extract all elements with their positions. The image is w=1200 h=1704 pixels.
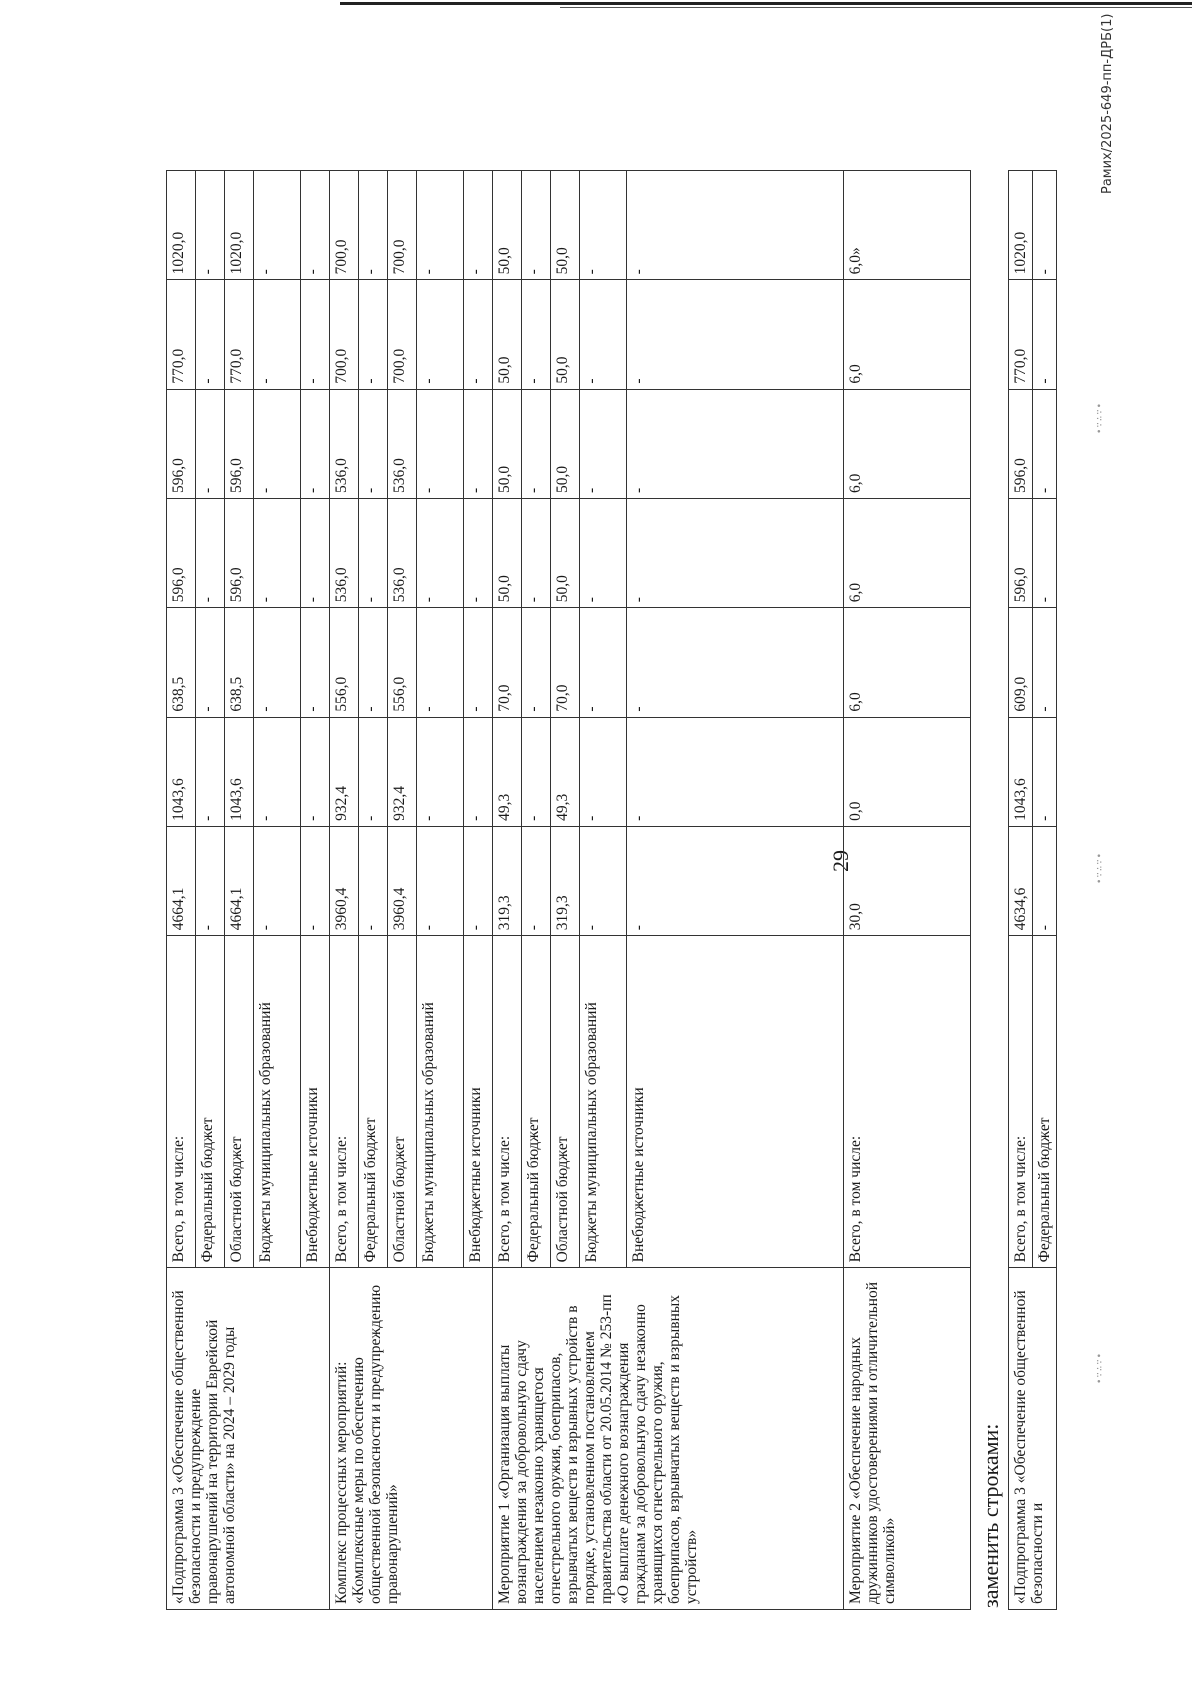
value-cell: -	[464, 280, 493, 389]
value-cell: 536,0	[330, 389, 359, 498]
value-cell: 319,3	[493, 826, 522, 935]
value-cell: 6,0	[844, 389, 971, 498]
value-cell: 596,0	[1009, 389, 1033, 498]
value-cell: -	[580, 498, 627, 607]
value-cell: -	[1033, 280, 1057, 389]
value-cell: 556,0	[388, 608, 417, 717]
table-row	[493, 171, 522, 1610]
value-cell: -	[627, 608, 844, 717]
value-cell: -	[580, 717, 627, 826]
value-cell: -	[1033, 826, 1057, 935]
value-cell: 932,4	[330, 717, 359, 826]
value-cell: 1020,0	[167, 171, 196, 280]
value-cell: -	[301, 280, 330, 389]
value-cell: 6,0»	[844, 171, 971, 280]
funding-source-cell: Бюджеты муниципальных образований	[417, 936, 464, 1268]
value-cell: -	[359, 498, 388, 607]
value-cell: -	[627, 717, 844, 826]
value-cell: 638,5	[225, 608, 254, 717]
replacement-table	[1008, 170, 1057, 1610]
value-cell: 50,0	[551, 389, 580, 498]
funding-source-cell: Внебюджетные источники	[301, 936, 330, 1268]
scan-mark-right: ∙∵∴∵∙	[1095, 401, 1105, 434]
value-cell: -	[417, 389, 464, 498]
value-cell: 700,0	[388, 280, 417, 389]
program-name-cell: Комплекс процессных мероприятий: «Комплексные меры по обеспечению общественной безопасности и предупреждению правонарушений»	[330, 1268, 493, 1610]
funding-source-cell: Федеральный бюджет	[1033, 936, 1057, 1268]
funding-source-cell: Федеральный бюджет	[196, 936, 225, 1268]
value-cell: -	[417, 280, 464, 389]
value-cell: -	[464, 608, 493, 717]
value-cell: -	[417, 717, 464, 826]
funding-source-cell: Внебюджетные источники	[627, 936, 844, 1268]
table-row	[167, 171, 196, 1610]
value-cell: 70,0	[551, 608, 580, 717]
value-cell: -	[417, 171, 464, 280]
value-cell: -	[196, 171, 225, 280]
value-cell: 319,3	[551, 826, 580, 935]
value-cell: -	[522, 608, 551, 717]
value-cell: 1043,6	[225, 717, 254, 826]
funding-table	[166, 170, 971, 1610]
funding-source-cell: Всего, в том числе:	[167, 936, 196, 1268]
value-cell: 770,0	[167, 280, 196, 389]
value-cell: -	[196, 389, 225, 498]
value-cell: -	[464, 826, 493, 935]
value-cell: 556,0	[330, 608, 359, 717]
value-cell: 1020,0	[225, 171, 254, 280]
value-cell: -	[196, 717, 225, 826]
value-cell: -	[417, 826, 464, 935]
value-cell: 4634,6	[1009, 826, 1033, 935]
funding-table-body	[167, 171, 971, 1610]
funding-source-cell: Внебюджетные источники	[464, 936, 493, 1268]
value-cell: -	[1033, 389, 1057, 498]
value-cell: -	[522, 717, 551, 826]
value-cell: -	[627, 280, 844, 389]
table-row	[1009, 171, 1033, 1610]
value-cell: 932,4	[388, 717, 417, 826]
value-cell: -	[196, 498, 225, 607]
value-cell: 596,0	[225, 389, 254, 498]
value-cell: -	[301, 171, 330, 280]
funding-source-cell: Областной бюджет	[551, 936, 580, 1268]
funding-source-cell: Бюджеты муниципальных образований	[254, 936, 301, 1268]
value-cell: -	[627, 389, 844, 498]
value-cell: -	[627, 171, 844, 280]
value-cell: -	[580, 826, 627, 935]
value-cell: -	[522, 389, 551, 498]
value-cell: 6,0	[844, 280, 971, 389]
page-number: 29	[828, 850, 853, 872]
value-cell: 1043,6	[1009, 717, 1033, 826]
value-cell: 638,5	[167, 608, 196, 717]
value-cell: -	[580, 280, 627, 389]
value-cell: -	[1033, 608, 1057, 717]
value-cell: 596,0	[167, 498, 196, 607]
value-cell: -	[627, 826, 844, 935]
value-cell: -	[464, 717, 493, 826]
program-name-cell: Мероприятие 1 «Организация выплаты вознаграждения за добровольную сдачу населением незаконно хранящегося огнестрельного оружия, боеприпасов, взрывчатых веществ и взрывных устройств в порядке, установленном постановлением правительства области от 20.05.2014 № 253-пп «О выплате денежного вознаграждения гражданам за добровольную сдачу незаконно хранящихся огнестрельного оружия, боеприпасов, взрывчатых веществ и взрывных устройств»	[493, 1268, 844, 1610]
value-cell: -	[580, 608, 627, 717]
value-cell: -	[359, 717, 388, 826]
value-cell: -	[1033, 498, 1057, 607]
replace-label: заменить строками:	[978, 1423, 1003, 1608]
value-cell: -	[254, 389, 301, 498]
value-cell: -	[196, 280, 225, 389]
value-cell: 6,0	[844, 498, 971, 607]
value-cell: -	[301, 608, 330, 717]
value-cell: -	[1033, 717, 1057, 826]
funding-source-cell: Федеральный бюджет	[522, 936, 551, 1268]
value-cell: 50,0	[551, 171, 580, 280]
table-row	[330, 171, 359, 1610]
program-name-cell: «Подпрограмма 3 «Обеспечение общественной безопасности и	[1009, 1268, 1057, 1610]
scan-mark-center: ∙∵∴∵∙	[1095, 851, 1105, 884]
value-cell: 50,0	[493, 498, 522, 607]
funding-source-cell: Федеральный бюджет	[359, 936, 388, 1268]
funding-source-cell: Всего, в том числе:	[330, 936, 359, 1268]
value-cell: -	[522, 498, 551, 607]
value-cell: -	[301, 498, 330, 607]
value-cell: 536,0	[388, 498, 417, 607]
value-cell: 770,0	[1009, 280, 1033, 389]
value-cell: 49,3	[551, 717, 580, 826]
value-cell: -	[359, 826, 388, 935]
value-cell: 50,0	[493, 389, 522, 498]
value-cell: -	[417, 498, 464, 607]
value-cell: 70,0	[493, 608, 522, 717]
value-cell: 700,0	[388, 171, 417, 280]
replacement-table-body	[1009, 171, 1057, 1610]
value-cell: -	[580, 389, 627, 498]
footer-code: Рамих/2025-649-пп-ДРБ(1)	[1100, 13, 1115, 194]
value-cell: -	[196, 826, 225, 935]
value-cell: 596,0	[225, 498, 254, 607]
funding-source-cell: Всего, в том числе:	[493, 936, 522, 1268]
funding-source-cell: Областной бюджет	[225, 936, 254, 1268]
value-cell: 536,0	[388, 389, 417, 498]
value-cell: 700,0	[330, 280, 359, 389]
value-cell: -	[464, 389, 493, 498]
value-cell: -	[464, 171, 493, 280]
value-cell: 0,0	[844, 717, 971, 826]
scan-mark-left: ∙∵∴∵∙	[1095, 1351, 1105, 1384]
value-cell: -	[254, 280, 301, 389]
value-cell: -	[359, 389, 388, 498]
value-cell: 49,3	[493, 717, 522, 826]
value-cell: 4664,1	[167, 826, 196, 935]
program-name-cell: «Подпрограмма 3 «Обеспечение общественной безопасности и предупреждение правонарушений на территории Еврейской автономной области» на 2024 – 2029 годы	[167, 1268, 330, 1610]
value-cell: -	[359, 280, 388, 389]
value-cell: 1043,6	[167, 717, 196, 826]
value-cell: -	[417, 608, 464, 717]
value-cell: -	[359, 608, 388, 717]
value-cell: 596,0	[167, 389, 196, 498]
value-cell: -	[522, 171, 551, 280]
value-cell: -	[464, 498, 493, 607]
value-cell: 1020,0	[1009, 171, 1033, 280]
funding-source-cell: Бюджеты муниципальных образований	[580, 936, 627, 1268]
value-cell: 30,0	[844, 826, 971, 935]
value-cell: -	[522, 826, 551, 935]
funding-source-cell: Всего, в том числе:	[844, 936, 971, 1268]
value-cell: 536,0	[330, 498, 359, 607]
value-cell: -	[522, 280, 551, 389]
value-cell: -	[580, 171, 627, 280]
funding-source-cell: Всего, в том числе:	[1009, 936, 1033, 1268]
value-cell: -	[254, 608, 301, 717]
value-cell: 770,0	[225, 280, 254, 389]
value-cell: -	[254, 498, 301, 607]
value-cell: -	[254, 826, 301, 935]
value-cell: -	[359, 171, 388, 280]
value-cell: -	[196, 608, 225, 717]
value-cell: 50,0	[551, 280, 580, 389]
value-cell: 596,0	[1009, 498, 1033, 607]
value-cell: 3960,4	[330, 826, 359, 935]
value-cell: 50,0	[493, 171, 522, 280]
value-cell: -	[254, 717, 301, 826]
table-row	[844, 171, 971, 1610]
value-cell: 3960,4	[388, 826, 417, 935]
value-cell: -	[1033, 171, 1057, 280]
value-cell: 50,0	[493, 280, 522, 389]
value-cell: 6,0	[844, 608, 971, 717]
value-cell: 50,0	[551, 498, 580, 607]
program-name-cell: Мероприятие 2 «Обеспечение народных дружинников удостоверениями и отличительной символикой»	[844, 1268, 971, 1610]
value-cell: -	[301, 826, 330, 935]
value-cell: 4664,1	[225, 826, 254, 935]
value-cell: 700,0	[330, 171, 359, 280]
value-cell: -	[627, 498, 844, 607]
funding-source-cell: Областной бюджет	[388, 936, 417, 1268]
value-cell: -	[254, 171, 301, 280]
value-cell: -	[301, 717, 330, 826]
value-cell: 609,0	[1009, 608, 1033, 717]
value-cell: -	[301, 389, 330, 498]
